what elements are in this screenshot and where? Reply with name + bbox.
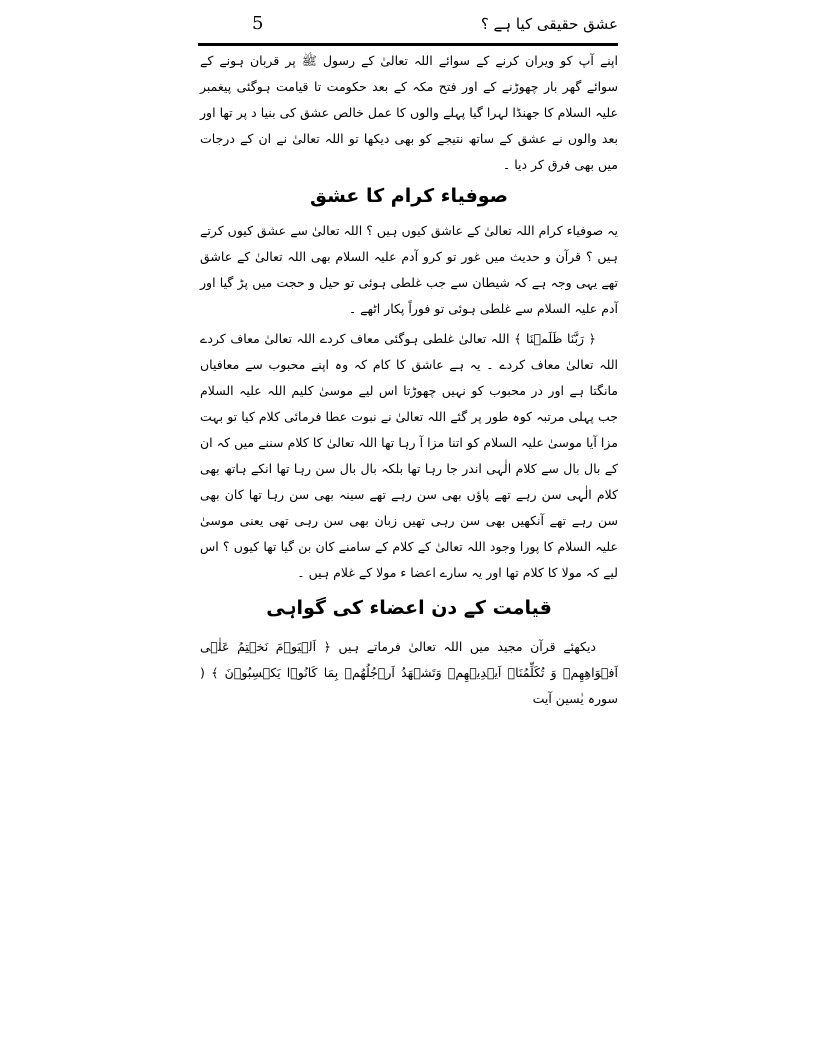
section-heading: صوفیاء کرام کا عشق — [309, 185, 509, 207]
body-paragraph: اپنے آپ کو ویران کرنے کے سوائے اللہ تعالیٰ کے رسول ﷺ پر قربان ہونے کے سوائے گھر بار چھوڑنے کے اور فتح مکہ کے بعد حکومت تا قیامت ہوگئی پیغمبر علیہ السلام کا جھنڈا لہرا گیا پہلے والوں کا عمل خالص عشق کی بنیا د پر تھا اور بعد والوں نے عشق کے ساتھ نتیجے کو بھی دیکھا تو اللہ تعالیٰ نے ان کے درجات میں بھی فرق کر دیا ۔ — [200, 53, 618, 172]
page-number: 5 — [252, 13, 264, 34]
running-title: عشق حقیقی کیا ہے ؟ — [480, 15, 618, 33]
body-paragraph: ﴿ رَبَّنَا ظَلَمۡنَا ﴾ اللہ تعالیٰ غلطی ہوگئی معاف کردے اللہ تعالیٰ معاف کردے اللہ تعالیٰ معاف کردے ۔ یہ ہے عاشق کا کام کہ وہ اپنے محبوب سے معافیاں مانگتا ہے اور در محبوب کو نہیں چھوڑتا اس لیے موسیٰ کلیم اللہ علیہ السلام جب پہلی مرتبہ کوہ طور پر گئے اللہ تعالیٰ نے نبوت عطا فرمائی کلام کیا تو بہت مزا آیا موسیٰ علیہ السلام کو اتنا مزا آ رہا تھا اللہ تعالیٰ کا کلام سننے میں کہ ان کے بال بال سے کلام الٰہی اندر جا رہا تھا بلکہ بال بال سن رہا تھا انکے ہاتھ بھی کلام الٰہی سن رہے تھے پاؤں بھی سن رہے تھے سینہ بھی سن رہا تھا کان بھی سن رہے تھے آنکھیں بھی سن رہی تھیں زبان بھی سن رہی تھی یعنی موسیٰ علیہ السلام کا پورا وجود اللہ تعالیٰ کے کلام کے سامنے کان بن گیا تھا کیوں ؟ اس لیے کہ مولا کا کلام تھا اور یہ سارے اعضا ء مولا کے غلام ہیں ۔ — [200, 331, 618, 580]
page-header — [200, 8, 618, 38]
body-paragraph: یہ صوفیاء کرام اللہ تعالیٰ کے عاشق کیوں ہیں ؟ اللہ تعالیٰ سے عشق کیوں کرتے ہیں ؟ قرآن و حدیث میں غور تو کرو آدم علیہ السلام بھی اللہ تعالیٰ کے عاشق تھے یہی وجہ ہے کہ شیطان سے جب غلطی ہوئی تو حیل و حجت میں پڑ گیا اور آدم علیہ السلام سے غلطی ہوئی تو فوراً پکار اٹھے ۔ — [200, 223, 618, 316]
header-rule — [198, 43, 618, 46]
body-paragraph: دیکھئے قرآن مجید میں اللہ تعالیٰ فرماتے ہیں ﴿ اَلۡیَوۡمَ نَخۡتِمُ عَلٰۤی اَفۡوَاهِهِمۡ وَ تُكَلِّمُنَاۤ اَیۡدِیۡهِمۡ وَتَشۡهَدُ اَرۡجُلُهُمۡ بِمَا كَانُوۡا یَكۡسِبُوۡنَ ﴾ ( سورہ یٰسین آیت — [200, 639, 618, 706]
section-heading: قیامت کے دن اعضاء کی گواہی — [266, 597, 552, 619]
page-body — [200, 48, 618, 712]
